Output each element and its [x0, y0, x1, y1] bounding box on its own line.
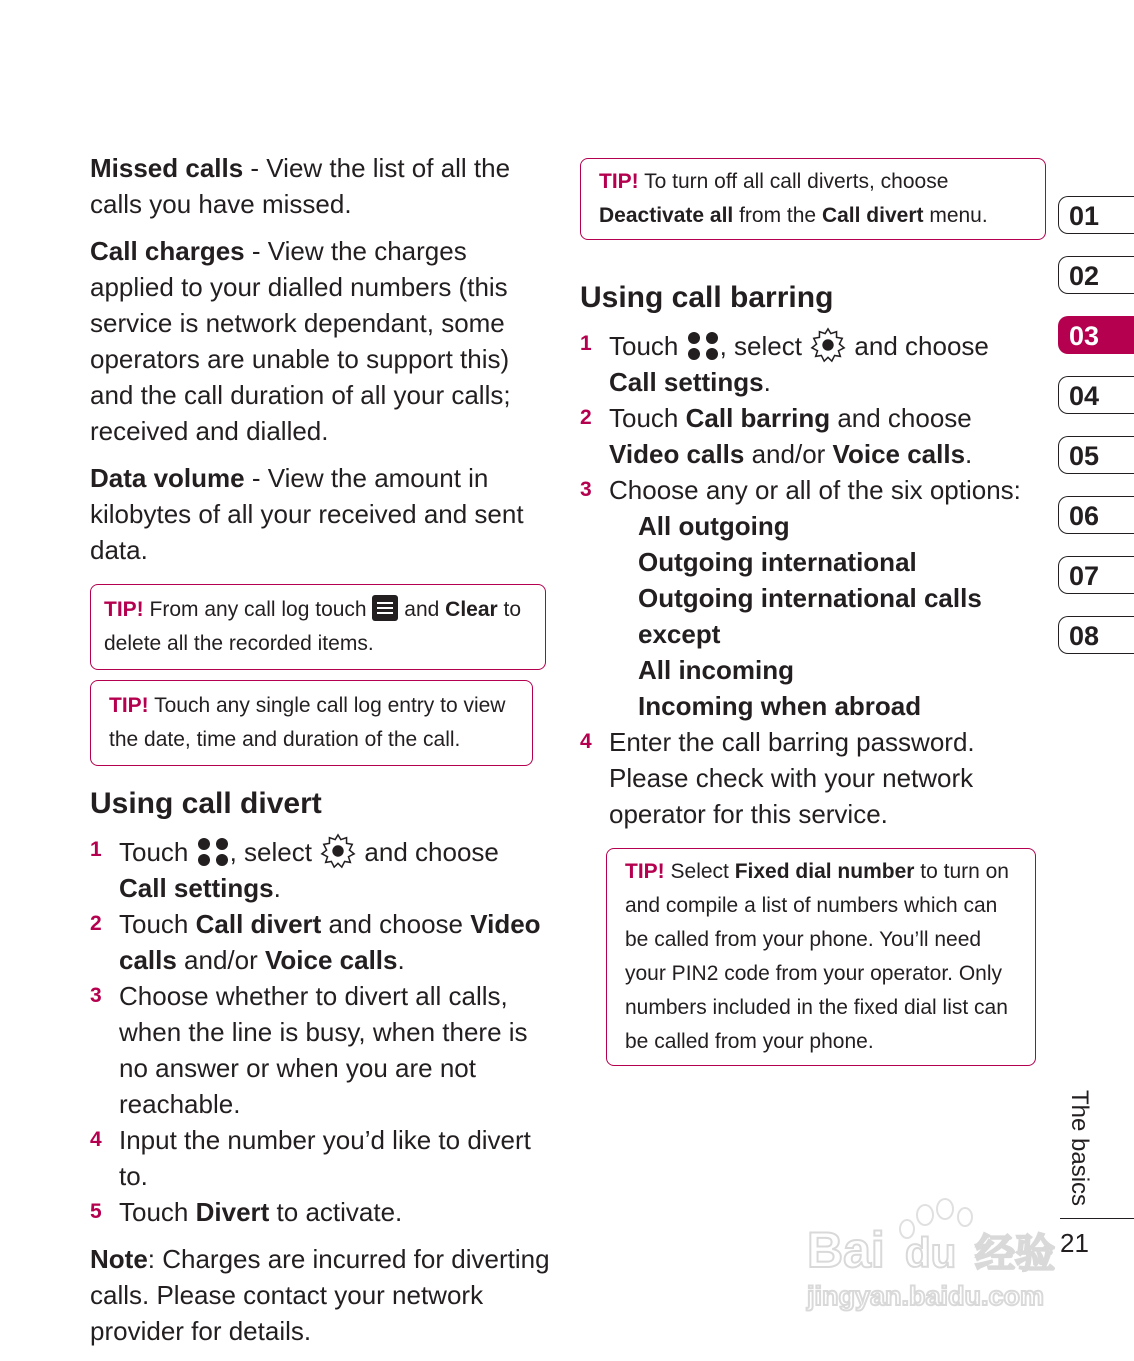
tip-text: from the [733, 204, 822, 227]
tip-text: From any call log touch [143, 598, 373, 621]
chapter-tab-06[interactable]: 06 [1058, 496, 1134, 534]
step-text: . [763, 367, 771, 397]
step-text: to activate. [269, 1197, 403, 1227]
tip-clear-log [90, 584, 546, 670]
step-item [90, 1194, 550, 1230]
step-item [90, 978, 550, 1122]
tip-bold: Deactivate all [599, 204, 734, 227]
missed-calls-paragraph [90, 150, 550, 222]
step-text: Touch [609, 331, 686, 361]
step-number: 3 [580, 478, 592, 501]
step-number: 1 [90, 838, 102, 861]
step-text: , select [719, 331, 810, 361]
note-text: : Charges are incurred for diverting calls. Please contact your network provider for details. [90, 1244, 550, 1346]
step-item [580, 724, 1040, 832]
settings-gear-icon [809, 326, 847, 364]
tip-label: TIP! [599, 170, 639, 193]
step-item [580, 326, 1040, 400]
step-bold: Voice calls [265, 945, 398, 975]
step-text: and/or [176, 945, 265, 975]
step-number: 4 [580, 730, 592, 753]
step-bold: Call settings [119, 873, 274, 903]
call-charges-paragraph [90, 233, 550, 449]
tip-text: Touch any single call log entry to view the date, time and duration of the call. [109, 694, 506, 751]
chapter-tab-02[interactable]: 02 [1058, 256, 1134, 294]
tip-text: to delete all the recorded items. [104, 598, 522, 655]
note-paragraph [90, 1241, 550, 1349]
step-text: and choose [847, 331, 989, 361]
step-bold: Call settings [609, 367, 764, 397]
step-text: Touch [119, 1197, 196, 1227]
call-charges-term: Call charges [90, 236, 245, 266]
barring-option: All outgoing [638, 511, 790, 541]
step-text: Input the number you’d like to divert to. [119, 1125, 531, 1191]
watermark-text: Bai [807, 1222, 885, 1278]
step-number: 1 [580, 332, 592, 355]
missed-calls-term: Missed calls [90, 153, 244, 183]
step-bold: Video calls [609, 439, 745, 469]
step-item [90, 1122, 550, 1194]
tip-bold: Call divert [821, 204, 924, 227]
tip-text: menu. [923, 204, 988, 227]
step-text: . [965, 439, 973, 469]
step-number: 5 [90, 1200, 102, 1223]
settings-gear-icon [319, 832, 357, 870]
missed-calls-desc: - View the list of all the calls you have missed. [90, 153, 511, 219]
tip-label: TIP! [109, 694, 149, 717]
chapter-tab-07[interactable]: 07 [1058, 556, 1134, 594]
call-charges-desc: - View the charges applied to your dialled numbers (this service is network dependant, some operators are unable to support this) and the call duration of all your calls; received and dialled. [90, 236, 511, 446]
watermark-text: du [905, 1229, 957, 1276]
data-volume-paragraph [90, 460, 550, 568]
chapter-tab-03[interactable]: 03 [1058, 316, 1134, 354]
step-number: 4 [90, 1128, 102, 1151]
page-number: 21 [1060, 1228, 1089, 1258]
tip-deactivate-diverts [580, 158, 1046, 240]
step-text: and/or [744, 439, 833, 469]
step-item [580, 472, 1040, 724]
tip-bold: Fixed dial number [734, 860, 915, 883]
step-text: and choose [357, 837, 499, 867]
data-volume-term: Data volume [90, 463, 245, 493]
step-text: Touch [119, 837, 196, 867]
chapter-tab-08[interactable]: 08 [1058, 616, 1134, 654]
barring-option: Outgoing international calls except [638, 583, 982, 649]
step-bold: Voice calls [832, 439, 966, 469]
data-volume-desc: - View the amount in kilobytes of all your received and sent data. [90, 463, 524, 565]
barring-option: Incoming when abroad [638, 691, 922, 721]
call-barring-steps [580, 326, 1040, 832]
menu-icon [372, 595, 398, 621]
step-bold: Call divert [195, 909, 322, 939]
tip-label: TIP! [104, 598, 144, 621]
watermark-text: 经验 [975, 1232, 1055, 1276]
step-item [90, 832, 550, 906]
call-divert-heading: Using call divert [90, 787, 322, 820]
step-text: and choose [830, 403, 972, 433]
barring-option: Outgoing international [638, 547, 917, 577]
tip-view-entry [90, 680, 533, 766]
baidu-watermark-logo [805, 1195, 1070, 1315]
right-column [580, 158, 1040, 1066]
step-text: Choose any or all of the six options: [609, 475, 1021, 505]
chapter-tabs [1058, 196, 1134, 676]
step-bold: Divert [195, 1197, 270, 1227]
section-label: The basics [1066, 1090, 1093, 1207]
tip-text: Select [664, 860, 735, 883]
left-column [90, 150, 550, 1360]
menu-dots-icon [196, 834, 230, 868]
note-term: Note [90, 1244, 148, 1274]
step-text: and choose [321, 909, 471, 939]
step-text: Choose whether to divert all calls, when the line is busy, when there is no answer or when you are not reachable. [119, 981, 528, 1119]
call-barring-heading: Using call barring [580, 281, 834, 314]
page-rule [1060, 1218, 1134, 1219]
chapter-tab-05[interactable]: 05 [1058, 436, 1134, 474]
step-bold: Video calls [119, 909, 541, 975]
barring-option: All incoming [638, 655, 794, 685]
tip-label: TIP! [625, 860, 665, 883]
tip-text: and [398, 598, 446, 621]
menu-dots-icon [686, 328, 720, 362]
step-text: Touch [609, 403, 686, 433]
step-text: . [273, 873, 281, 903]
step-item [580, 400, 1040, 472]
barring-options-list [609, 508, 1040, 724]
call-divert-steps [90, 832, 550, 1230]
step-number: 3 [90, 984, 102, 1007]
step-number: 2 [90, 912, 102, 935]
step-number: 2 [580, 406, 592, 429]
step-text: , select [229, 837, 320, 867]
step-item [90, 906, 550, 978]
tip-fixed-dial [606, 848, 1036, 1066]
step-text: Enter the call barring password. Please check with your network operator for this service. [609, 727, 975, 829]
chapter-tab-04[interactable]: 04 [1058, 376, 1134, 414]
tip-bold: Clear [445, 598, 498, 621]
step-text: . [397, 945, 405, 975]
watermark-url: jingyan.baidu.com [807, 1281, 1045, 1311]
tip-text: To turn off all call diverts, choose [638, 170, 949, 193]
step-text: Touch [119, 909, 196, 939]
step-bold: Call barring [685, 403, 831, 433]
chapter-tab-01[interactable]: 01 [1058, 196, 1134, 234]
tip-text: to turn on and compile a list of numbers which can be called from your phone. You’ll need your PIN2 code from your operator. Only numbers included in the fixed dial list can be called from your phone. [625, 860, 1009, 1053]
